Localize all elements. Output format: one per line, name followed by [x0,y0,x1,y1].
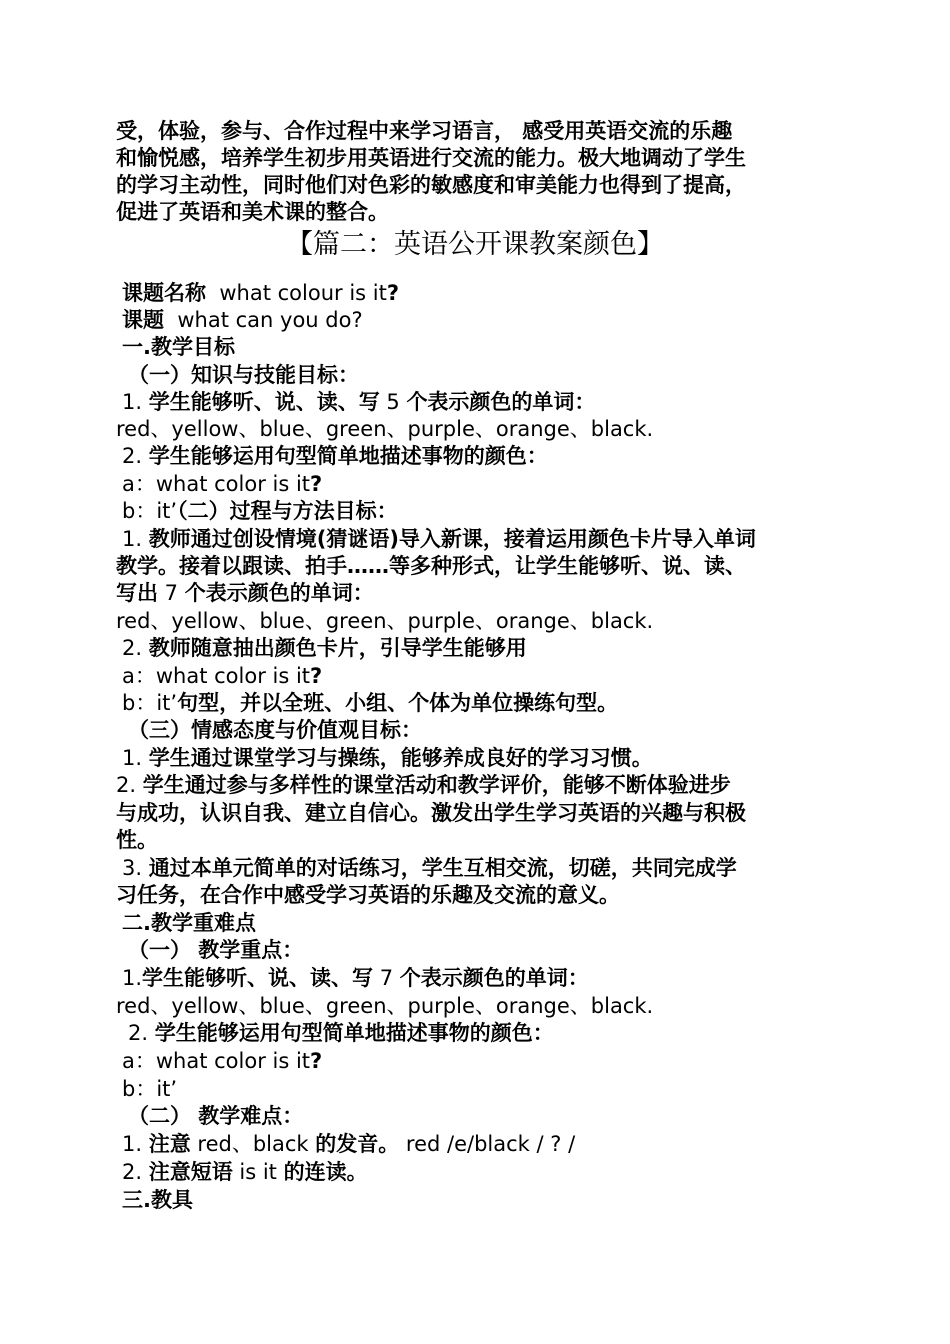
item-number-inline: 5 [379,390,407,414]
lesson-name-label: 课题名称 [122,281,206,305]
item-text: 句型，并以全班、小组、个体为单位操练句型。 [177,691,619,715]
item-number: 2. [122,636,149,660]
s1a-item-2 [122,443,548,470]
item-text: 个表示颜色的单词： [184,581,374,605]
intro-text: 受，体验，参与、合作过程中来学习语言， 感受用英语交流的乐趣 [116,119,733,143]
s3-heading [122,1187,193,1214]
item-text: 写出 [116,581,158,605]
qa-text: a：what color is it [122,1049,311,1073]
item-number: 1. [122,527,149,551]
s1b-item-1-line-2 [116,553,746,580]
intro-line-3 [116,172,746,199]
s2a-qa-b: b：it’ [122,1077,178,1101]
heading-text: 二.教学重难点 [122,911,256,935]
heading-text: （二） 教学难点： [128,1104,304,1128]
qa-qmark: ? [310,664,323,688]
item-text: 学生能够听、说、读、写 [142,966,374,990]
item-text: 注意短语 [148,1160,233,1184]
item-number: 2. [122,1160,149,1184]
qa-text: a：what color is it [122,472,311,496]
item-number: 3. [122,856,149,880]
s2a-qa-a [122,1048,322,1075]
s1a-words: red、yellow、blue、green、purple、orange、black. [116,417,654,441]
s2b-item-1 [122,1131,575,1158]
item-text: 学生能够运用句型简单地描述事物的颜色： [148,444,548,468]
s2b-heading [128,1103,303,1130]
s2a-heading [128,937,303,964]
phonetic-text: red /e/black / ? / [399,1132,576,1156]
heading-text: （三）情感态度与价值观目标： [128,718,422,742]
item-text: 个表示颜色的单词： [399,966,589,990]
item-number: 2. [116,773,143,797]
s1b-item-1-line-1 [122,526,756,553]
s1c-item-1 [122,745,653,772]
item-inline-text: is it [232,1160,284,1184]
qa-text: b：it’ [122,499,178,523]
item-number: 2. [122,444,149,468]
s1b-qa-b [122,690,618,717]
item-text: 习任务，在合作中感受学习英语的乐趣及交流的意义。 [116,883,620,907]
item-number: 1. [122,1132,149,1156]
item-number-inline: 7 [373,966,400,990]
lesson-topic-line [122,307,363,334]
s2b-item-2 [122,1159,368,1186]
intro-line-1 [116,118,732,145]
item-inline-text: red、black [190,1132,316,1156]
item-text: 性。 [116,828,158,852]
s2-heading [122,910,256,937]
intro-text: 促进了英语和美术课的整合。 [116,200,389,224]
item-text: 的发音。 [315,1132,400,1156]
s2a-item-1 [122,965,589,992]
intro-line-2 [116,145,746,172]
s1a-heading [128,362,359,389]
s1c-item-3-line-1 [122,855,737,882]
s1b-words: red、yellow、blue、green、purple、orange、black. [116,609,654,633]
qa-text: a：what color is it [122,664,311,688]
lesson-name-qmark: ? [386,281,400,305]
item-text: 学生能够听、说、读、写 [148,390,380,414]
s1c-item-3-line-2 [116,882,620,909]
section-title: 【篇二：英语公开课教案颜色】 [286,229,664,260]
intro-text: 的学习主动性，同时他们对色彩的敏感度和审美能力也得到了提高， [116,173,746,197]
s1b-heading: （二）过程与方法目标： [177,499,398,523]
item-number-inline: 7 [158,581,185,605]
s1-heading [122,334,235,361]
s1c-item-2-line-3 [116,827,158,854]
item-number: 2. [128,1021,155,1045]
item-number: 1. [122,746,149,770]
item-text: 个表示颜色的单词： [406,390,596,414]
item-text: 教师通过创设情境(猜谜语)导入新课，接着运用颜色卡片导入单词 [148,527,756,551]
s1b-item-2 [122,635,527,662]
s1c-heading [128,717,422,744]
heading-text: （一）知识与技能目标： [128,363,359,387]
item-text: 教师随意抽出颜色卡片，引导学生能够用 [148,636,527,660]
s1c-item-2-line-2 [116,800,746,827]
item-text: 学生能够运用句型简单地描述事物的颜色： [154,1021,554,1045]
heading-text: 三.教具 [122,1188,193,1212]
lesson-name-line [122,280,399,307]
item-text: 与成功，认识自我、建立自信心。激发出学生学习英语的兴趣与积极 [116,801,746,825]
s1a-qa-a [122,471,322,498]
item-text: 教学。接着以跟读、拍手……等多种形式，让学生能够听、说、读、 [116,554,746,578]
qa-qmark: ? [310,472,323,496]
item-text: 的连读。 [283,1160,368,1184]
lesson-topic-label: 课题 [122,308,164,332]
s1c-item-2-line-1 [116,772,731,799]
qa-text: b：it’ [122,691,178,715]
lesson-name-value: what colour is it [219,281,387,305]
heading-text: （一） 教学重点： [128,938,304,962]
item-number: 1. [122,390,149,414]
item-text: 通过本单元简单的对话练习，学生互相交流，切磋，共同完成学 [148,856,737,880]
s2a-words: red、yellow、blue、green、purple、orange、black. [116,994,654,1018]
s1b-qa-a [122,663,322,690]
item-text: 学生通过参与多样性的课堂活动和教学评价，能够不断体验进步 [142,773,731,797]
heading-text: 一.教学目标 [122,335,235,359]
item-text: 注意 [148,1132,191,1156]
item-text: 学生通过课堂学习与操练，能够养成良好的学习习惯。 [148,746,653,770]
intro-line-4 [116,199,389,226]
s2a-item-2 [128,1020,554,1047]
s1b-item-1-line-3 [116,580,374,607]
qa-qmark: ? [310,1049,323,1073]
s1a-item-1 [122,389,595,416]
intro-text: 和愉悦感，培养学生初步用英语进行交流的能力。极大地调动了学生 [116,146,746,170]
item-number: 1. [122,966,143,990]
s1a-qa-b [122,498,398,525]
lesson-topic-value: what can you do? [177,308,363,332]
